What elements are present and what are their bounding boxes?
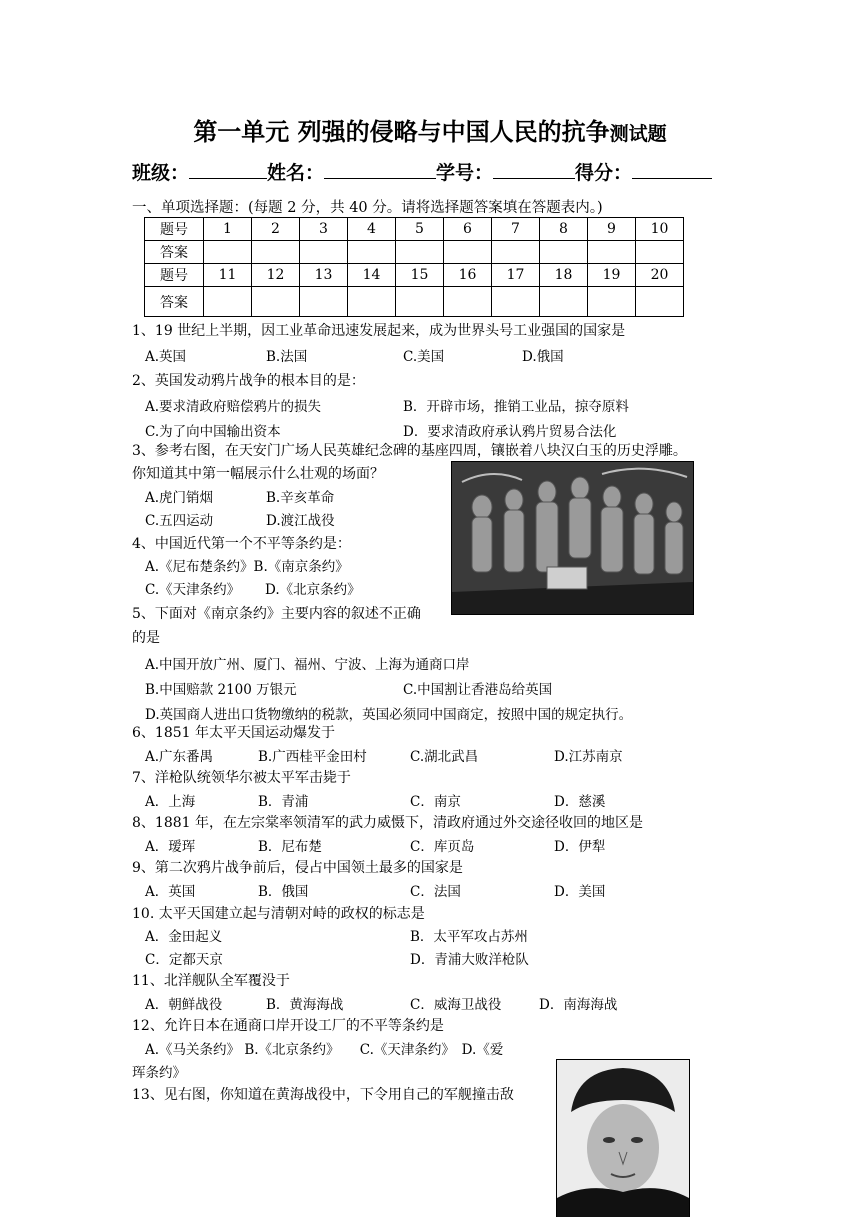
option: B.法国: [266, 349, 308, 365]
answer-cell[interactable]: [444, 287, 492, 317]
option: D.俄国: [522, 349, 564, 365]
question-stem: 7、洋枪队统领华尔被太平军击毙于: [132, 770, 351, 786]
question-number-cell: 4: [348, 218, 396, 241]
answer-cell[interactable]: [300, 287, 348, 317]
option: B.辛亥革命: [266, 490, 335, 506]
question-number-cell: 12: [252, 264, 300, 287]
score-blank[interactable]: [632, 158, 712, 179]
option: A.广东番禺: [145, 749, 214, 765]
answer-cell[interactable]: [588, 241, 636, 264]
question-number-cell: 1: [204, 218, 252, 241]
answer-cell[interactable]: [204, 287, 252, 317]
option: A.虎门销烟: [145, 490, 214, 506]
question-number-cell: 16: [444, 264, 492, 287]
option: C.为了向中国输出资本: [145, 424, 281, 440]
answer-cell[interactable]: [588, 287, 636, 317]
option: B．开辟市场，推销工业品，掠夺原料: [403, 399, 629, 415]
class-blank[interactable]: [189, 158, 267, 179]
option: D．青浦大败洋枪队: [410, 952, 529, 968]
answer-cell[interactable]: [540, 287, 588, 317]
question-number-cell: 15: [396, 264, 444, 287]
option: A.要求清政府赔偿鸦片的损失: [145, 399, 322, 415]
question-stem: 10. 太平天国建立起与清朝对峙的政权的标志是: [132, 906, 425, 922]
question-number-cell: 3: [300, 218, 348, 241]
option: A.《尼布楚条约》B.《南京条约》: [145, 559, 349, 575]
answer-cell[interactable]: [492, 241, 540, 264]
name-blank[interactable]: [324, 158, 436, 179]
question-stem: 2、英国发动鸦片战争的根本目的是：: [132, 373, 365, 389]
answer-cell[interactable]: [204, 241, 252, 264]
option: D．伊犁: [554, 839, 606, 855]
option: B．太平军攻占苏州: [410, 929, 528, 945]
student-info-row: [132, 158, 712, 185]
question-stem: 5、下面对《南京条约》主要内容的叙述不正确: [132, 606, 421, 622]
question-stem: 4、中国近代第一个不平等条约是：: [132, 536, 351, 552]
question-stem: 的是: [132, 630, 160, 646]
question-stem: 12、允许日本在通商口岸开设工厂的不平等条约是: [132, 1018, 444, 1034]
question-number-cell: 5: [396, 218, 444, 241]
page-title: 第一单元 列强的侵略与中国人民的抗争测试题: [193, 117, 667, 146]
option: A．金田起义: [145, 929, 223, 945]
question-number-cell: 2: [252, 218, 300, 241]
table-header-cell: 答案: [145, 287, 204, 317]
option: D.英国商人进出口货物缴纳的税款，英国必须同中国商定，按照中国的规定执行。: [145, 707, 633, 723]
question-stem: 你知道其中第一幅展示什么壮观的场面？: [132, 466, 384, 482]
answer-cell[interactable]: [636, 241, 684, 264]
answer-cell[interactable]: [396, 241, 444, 264]
section-heading: 一、单项选择题：(每题 2 分，共 40 分。请将选择题答案填在答题表内。): [132, 200, 603, 216]
option: C.中国割让香港岛给英国: [403, 682, 553, 698]
id-blank[interactable]: [493, 158, 575, 179]
option: D.渡江战役: [266, 513, 335, 529]
answer-cell[interactable]: [252, 241, 300, 264]
question-stem: 6、1851 年太平天国运动爆发于: [132, 725, 335, 741]
table-header-cell: 答案: [145, 241, 204, 264]
portrait-illustration: [557, 1060, 689, 1217]
answer-cell[interactable]: [540, 241, 588, 264]
question-stem: 1、19 世纪上半期，因工业革命迅速发展起来，成为世界头号工业强国的国家是: [132, 323, 626, 339]
answer-cell[interactable]: [348, 241, 396, 264]
question-stem: 8、1881 年，在左宗棠率领清军的武力威慑下，清政府通过外交途径收回的地区是: [132, 815, 643, 831]
question-number-cell: 10: [636, 218, 684, 241]
answer-cell[interactable]: [252, 287, 300, 317]
option: B.广西桂平金田村: [258, 749, 367, 765]
option: C.五四运动: [145, 513, 214, 529]
answer-cell[interactable]: [492, 287, 540, 317]
question-number-cell: 6: [444, 218, 492, 241]
question-stem: 3、参考右图，在天安门广场人民英雄纪念碑的基座四周，镶嵌着八块汉白玉的历史浮雕。: [132, 443, 687, 459]
option: B．俄国: [258, 884, 309, 900]
relief-sculpture-image: [451, 461, 694, 615]
answer-cell[interactable]: [636, 287, 684, 317]
option: B．尼布楚: [258, 839, 322, 855]
option: D．美国: [554, 884, 606, 900]
option: B.中国赔款 2100 万银元: [145, 682, 297, 698]
option: C．威海卫战役: [410, 997, 502, 1013]
question-number-cell: 7: [492, 218, 540, 241]
option: A．瑷珲: [145, 839, 196, 855]
option: D．慈溪: [554, 794, 606, 810]
id-label: 学号：: [436, 162, 494, 184]
option: B．青浦: [258, 794, 309, 810]
question-number-cell: 13: [300, 264, 348, 287]
option: D．南海海战: [539, 997, 618, 1013]
option: C.美国: [403, 349, 445, 365]
answer-cell[interactable]: [300, 241, 348, 264]
answer-cell[interactable]: [348, 287, 396, 317]
answer-cell[interactable]: [396, 287, 444, 317]
option: A.《马关条约》 B.《北京条约》 C.《天津条约》 D.《爱: [145, 1042, 504, 1058]
question-number-cell: 8: [540, 218, 588, 241]
option: A.中国开放广州、厦门、福州、宁波、上海为通商口岸: [145, 657, 470, 673]
table-header-cell: 题号: [145, 264, 204, 287]
question-number-cell: 19: [588, 264, 636, 287]
answer-cell[interactable]: [444, 241, 492, 264]
option: C．库页岛: [410, 839, 475, 855]
answer-table: [144, 217, 684, 317]
question-stem: 9、第二次鸦片战争前后，侵占中国领土最多的国家是: [132, 860, 463, 876]
table-header-cell: 题号: [145, 218, 204, 241]
option: C.湖北武昌: [410, 749, 479, 765]
question-stem: 13、见右图，你知道在黄海战役中，下令用自己的军舰撞击敌: [132, 1087, 514, 1103]
question-number-cell: 14: [348, 264, 396, 287]
option: D.江苏南京: [554, 749, 623, 765]
option: 珲条约》: [132, 1065, 186, 1081]
relief-illustration: [452, 462, 693, 614]
option: A.英国: [145, 349, 187, 365]
option: C．法国: [410, 884, 461, 900]
option: D．要求清政府承认鸦片贸易合法化: [403, 424, 617, 440]
option: C.《天津条约》: [145, 582, 241, 598]
score-label: 得分：: [575, 162, 633, 184]
question-number-cell: 20: [636, 264, 684, 287]
question-number-cell: 17: [492, 264, 540, 287]
option: A．朝鲜战役: [145, 997, 223, 1013]
option: D.《北京条约》: [265, 582, 361, 598]
question-stem: 11、北洋舰队全军覆没于: [132, 973, 290, 989]
option: C．定都天京: [145, 952, 223, 968]
question-number-cell: 11: [204, 264, 252, 287]
option: A．英国: [145, 884, 196, 900]
option: B．黄海海战: [266, 997, 344, 1013]
question-number-cell: 9: [588, 218, 636, 241]
class-label: 班级：: [132, 162, 190, 184]
option: A．上海: [145, 794, 196, 810]
question-number-cell: 18: [540, 264, 588, 287]
option: C．南京: [410, 794, 461, 810]
name-label: 姓名：: [267, 162, 325, 184]
portrait-photo: [556, 1059, 690, 1217]
